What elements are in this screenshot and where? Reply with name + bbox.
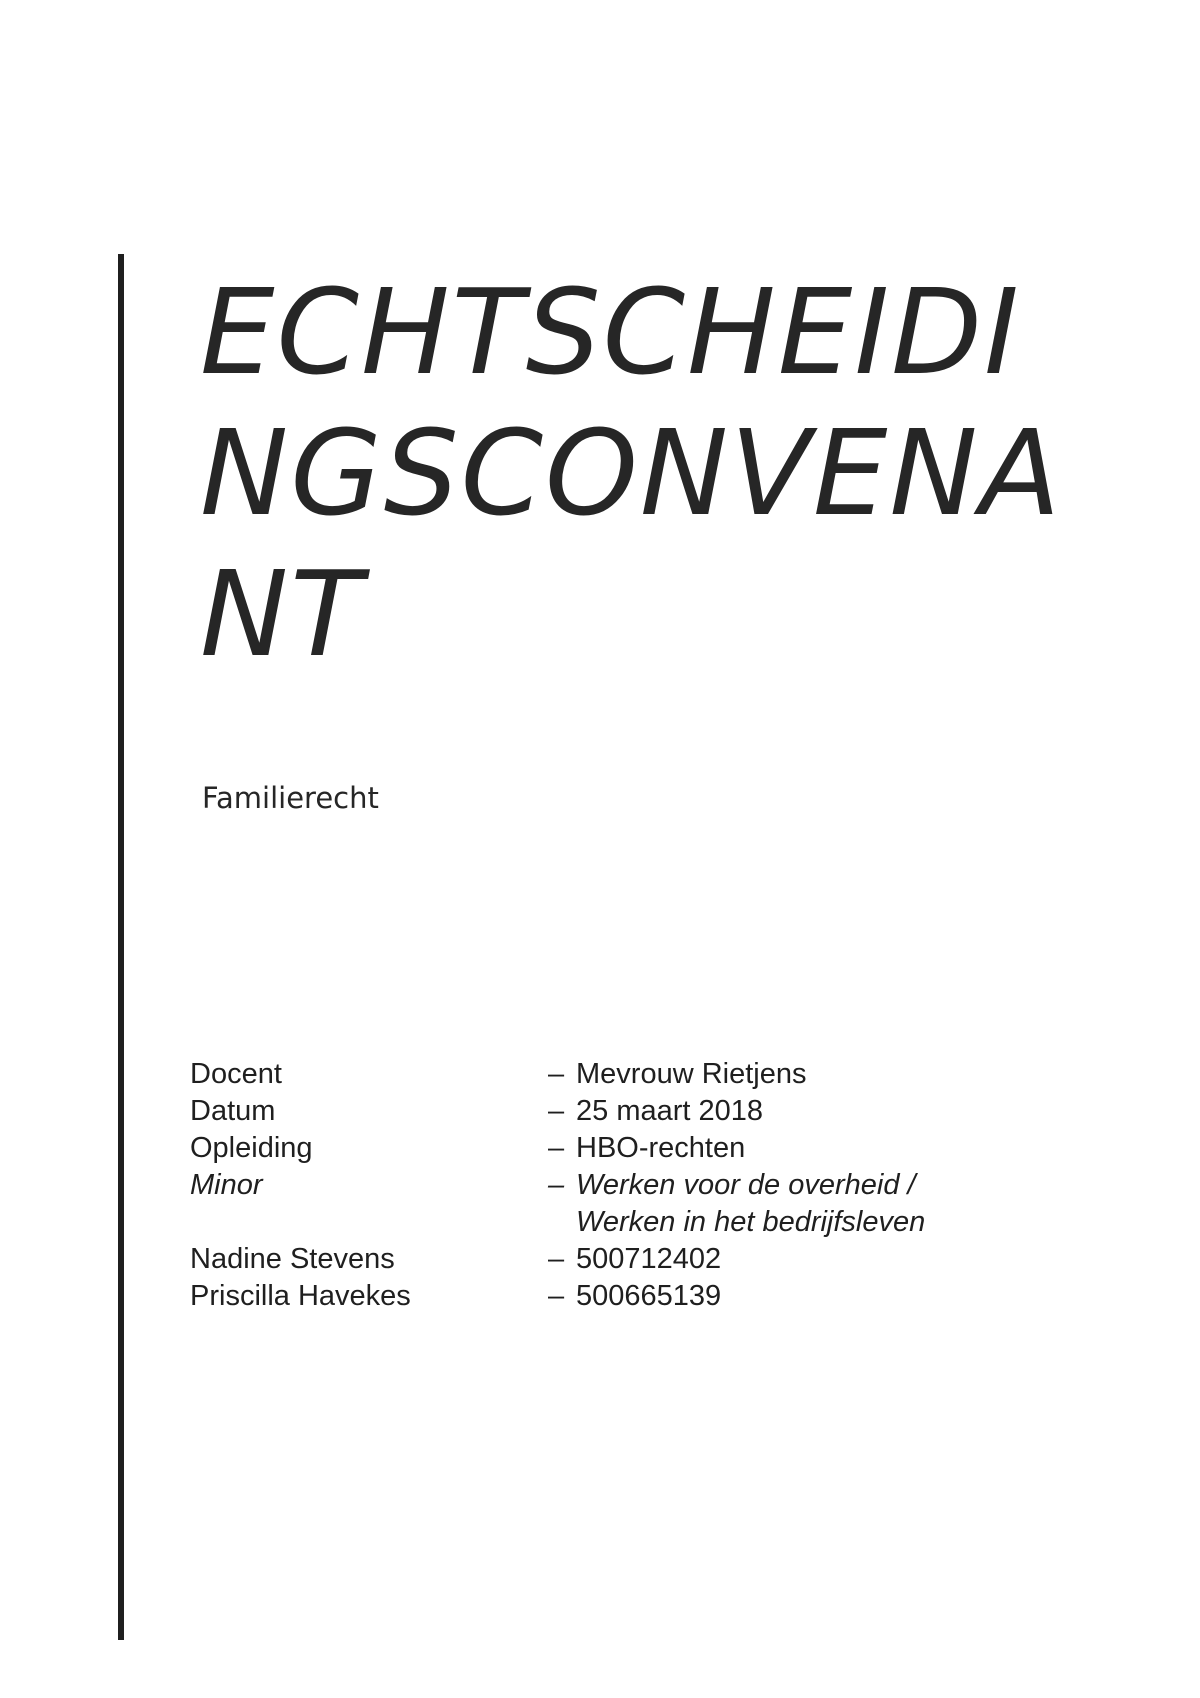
document-details: [190, 1056, 1090, 1315]
detail-value: 25 maart 2018: [576, 1095, 764, 1127]
document-title: [200, 262, 1100, 685]
vertical-accent-bar: [118, 254, 124, 1640]
title-line-2: NGSCONVENA: [200, 404, 1063, 542]
detail-row-datum: [190, 1093, 1090, 1130]
detail-label: Datum: [190, 1095, 276, 1127]
detail-row-opleiding: [190, 1130, 1090, 1167]
detail-row-minor-continued: [190, 1204, 1090, 1241]
detail-row-minor: [190, 1167, 1090, 1204]
detail-value: Mevrouw Rietjens: [576, 1058, 807, 1090]
student-name: Nadine Stevens: [190, 1243, 395, 1275]
document-subtitle: Familierecht: [202, 781, 379, 815]
detail-label: Opleiding: [190, 1132, 313, 1164]
detail-separator: –: [548, 1169, 565, 1201]
student-name: Priscilla Havekes: [190, 1280, 411, 1312]
detail-separator: –: [548, 1058, 565, 1090]
student-number: 500665139: [576, 1280, 722, 1312]
detail-row-docent: [190, 1056, 1090, 1093]
detail-separator: –: [548, 1243, 565, 1275]
detail-value: HBO-rechten: [576, 1132, 746, 1164]
detail-value: Werken voor de overheid /: [576, 1169, 916, 1201]
detail-value-continued: Werken in het bedrijfsleven: [576, 1206, 926, 1238]
detail-separator: –: [548, 1095, 565, 1127]
title-line-3: NT: [200, 545, 365, 683]
detail-row-student-1: [190, 1241, 1090, 1278]
detail-row-student-2: [190, 1278, 1090, 1315]
detail-label: Minor: [190, 1169, 263, 1201]
student-number: 500712402: [576, 1243, 722, 1275]
detail-label: Docent: [190, 1058, 282, 1090]
detail-separator: –: [548, 1132, 565, 1164]
title-line-1: ECHTSCHEIDI: [200, 263, 1021, 401]
detail-separator: –: [548, 1280, 565, 1312]
